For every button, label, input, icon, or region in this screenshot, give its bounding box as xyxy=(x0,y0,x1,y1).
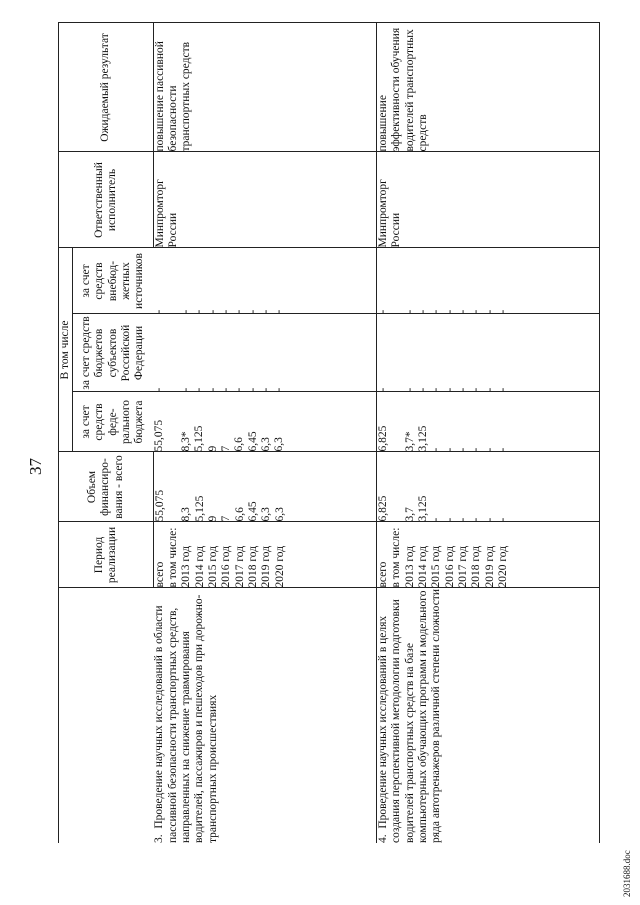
period-value: в том числе: xyxy=(167,527,180,588)
federal-value: - xyxy=(496,447,509,452)
federal-cell xyxy=(376,392,599,452)
federal-value: - xyxy=(443,447,456,452)
result-cell xyxy=(153,23,376,152)
extra-value: - xyxy=(483,309,496,314)
extra-value: - xyxy=(376,309,389,314)
total-value: - xyxy=(456,517,469,522)
federal-value: 3,7* xyxy=(403,431,416,452)
period-value: 2013 год xyxy=(180,545,193,588)
extra-value: - xyxy=(470,309,483,314)
total-value: 6,825 xyxy=(376,495,389,522)
regional-value: - xyxy=(443,387,456,392)
federal-value: 8,3* xyxy=(179,431,192,452)
regional-value: - xyxy=(246,387,259,392)
federal-value: 9 xyxy=(206,445,219,452)
period-value: 2017 год xyxy=(233,545,246,588)
period-value: 2018 год xyxy=(470,545,483,588)
total-cell xyxy=(153,452,376,522)
federal-value xyxy=(167,393,180,452)
extra-value: - xyxy=(219,309,232,314)
regional-value: - xyxy=(153,387,166,392)
period-value: в том числе: xyxy=(390,527,403,588)
extra-value: - xyxy=(403,309,416,314)
total-value: - xyxy=(430,517,443,522)
regional-value xyxy=(390,315,403,392)
section-title: Проведение научных исследований в целях создания перспективной методологии подготовки водителей транспортных средств на базе компьютерных обучающих программ и модельного ряда автотренажеров различной степени сложности xyxy=(376,589,443,843)
header-period: Период реализации xyxy=(59,522,154,588)
executor-text: Минпромторг России xyxy=(153,179,180,248)
federal-value xyxy=(390,393,403,452)
extra-cell xyxy=(153,248,376,314)
result-text: повышение пассивной безопасности транспортных средств xyxy=(153,41,193,152)
total-value: 6,3 xyxy=(260,507,273,522)
section-title-cell xyxy=(376,588,599,843)
regional-value: - xyxy=(233,387,246,392)
federal-value: 5,125 xyxy=(193,425,206,452)
extra-value: - xyxy=(273,309,286,314)
total-value: 3,125 xyxy=(416,495,429,522)
extra-value: - xyxy=(246,309,259,314)
regional-value: - xyxy=(259,387,272,392)
total-value: - xyxy=(470,517,483,522)
total-value xyxy=(390,453,403,522)
period-cell xyxy=(376,522,599,588)
extra-value: - xyxy=(496,309,509,314)
header-federal: за счет средств феде-рального бюджета xyxy=(73,392,154,452)
period-value: 2019 год xyxy=(483,545,496,588)
period-value: 2020 год xyxy=(273,545,286,588)
regional-cell xyxy=(376,314,599,392)
header-total: Объем финансиро-вания - всего xyxy=(59,452,154,522)
result-text: повышение эффективности обучения водителей транспортных средств xyxy=(376,27,429,152)
total-value: - xyxy=(496,517,509,522)
total-value: 55,075 xyxy=(153,489,166,522)
header-including: В том числе xyxy=(59,248,73,452)
regional-value: - xyxy=(193,387,206,392)
federal-value: 7 xyxy=(219,445,232,452)
total-value: - xyxy=(443,517,456,522)
federal-value: 6,825 xyxy=(376,425,389,452)
total-value: 6,6 xyxy=(233,507,246,522)
extra-value xyxy=(390,249,403,314)
extra-value xyxy=(167,249,180,314)
section-row xyxy=(376,23,599,843)
total-value: 3,7 xyxy=(403,507,416,522)
total-value: 8,3 xyxy=(180,507,193,522)
executor-cell xyxy=(376,152,599,248)
period-value: всего xyxy=(376,561,389,588)
total-value: 9 xyxy=(207,515,220,522)
extra-value: - xyxy=(430,309,443,314)
table-body xyxy=(153,23,599,843)
federal-value: 3,125 xyxy=(416,425,429,452)
executor-text: Минпромторг России xyxy=(376,179,403,248)
extra-value: - xyxy=(416,309,429,314)
federal-value: 6,6 xyxy=(233,437,246,452)
extra-value: - xyxy=(443,309,456,314)
period-value: 2015 год xyxy=(430,545,443,588)
period-value: 2015 год xyxy=(207,545,220,588)
regional-value xyxy=(167,315,180,392)
header-event xyxy=(59,588,154,843)
regional-value: - xyxy=(496,387,509,392)
extra-value: - xyxy=(233,309,246,314)
header-regional: за счет средств бюджетов субъектов Российской Федерации xyxy=(73,314,154,392)
header-extra: за счет средств внебюд-жетных источников xyxy=(73,248,154,314)
total-value xyxy=(167,453,180,522)
federal-cell xyxy=(153,392,376,452)
period-value: 2014 год xyxy=(193,545,206,588)
federal-value: - xyxy=(483,447,496,452)
period-value: 2017 год xyxy=(456,545,469,588)
period-value: 2020 год xyxy=(496,545,509,588)
total-value: - xyxy=(483,517,496,522)
program-table xyxy=(58,23,600,844)
total-value: 6,45 xyxy=(247,501,260,522)
regional-value: - xyxy=(403,387,416,392)
regional-value: - xyxy=(483,387,496,392)
federal-value: 6,3 xyxy=(273,437,286,452)
total-value: 6,3 xyxy=(273,507,286,522)
total-value: 5,125 xyxy=(193,495,206,522)
page-number: 37 xyxy=(26,458,45,475)
federal-value: - xyxy=(456,447,469,452)
federal-value: - xyxy=(470,447,483,452)
section-number: 4. xyxy=(376,834,389,843)
extra-value: - xyxy=(456,309,469,314)
result-cell xyxy=(376,23,599,152)
regional-value: - xyxy=(376,387,389,392)
federal-value: 6,3 xyxy=(259,437,272,452)
extra-value: - xyxy=(259,309,272,314)
total-value: 7 xyxy=(220,515,233,522)
period-value: 2013 год xyxy=(403,545,416,588)
federal-value: - xyxy=(430,447,443,452)
period-value: всего xyxy=(153,561,166,588)
extra-value: - xyxy=(193,309,206,314)
extra-value: - xyxy=(206,309,219,314)
regional-value: - xyxy=(456,387,469,392)
footer-file-code: 2031688.doc xyxy=(622,850,632,897)
regional-cell xyxy=(153,314,376,392)
executor-cell xyxy=(153,152,376,248)
header-result: Ожидаемый результат xyxy=(59,23,154,152)
period-cell xyxy=(153,522,376,588)
extra-cell xyxy=(376,248,599,314)
regional-value: - xyxy=(430,387,443,392)
header-executor: Ответственный исполнитель xyxy=(59,152,154,248)
regional-value: - xyxy=(206,387,219,392)
regional-value: - xyxy=(273,387,286,392)
section-row xyxy=(153,23,376,843)
period-value: 2016 год xyxy=(220,545,233,588)
period-value: 2019 год xyxy=(260,545,273,588)
regional-value: - xyxy=(219,387,232,392)
federal-value: 6,45 xyxy=(246,431,259,452)
federal-value: 55,075 xyxy=(153,419,166,452)
section-number: 3. xyxy=(153,834,166,843)
extra-value: - xyxy=(179,309,192,314)
regional-value: - xyxy=(179,387,192,392)
section-title: Проведение научных исследований в области пассивной безопасности транспортных средств, направленных на снижение травмирования водителей, пассажиров и пешеходов при дорожно-транспортных происшествиях xyxy=(153,594,219,843)
period-value: 2016 год xyxy=(443,545,456,588)
total-cell xyxy=(376,452,599,522)
extra-value: - xyxy=(153,309,166,314)
regional-value: - xyxy=(416,387,429,392)
period-value: 2018 год xyxy=(247,545,260,588)
period-value: 2014 год xyxy=(416,545,429,588)
section-title-cell xyxy=(153,588,376,843)
regional-value: - xyxy=(470,387,483,392)
